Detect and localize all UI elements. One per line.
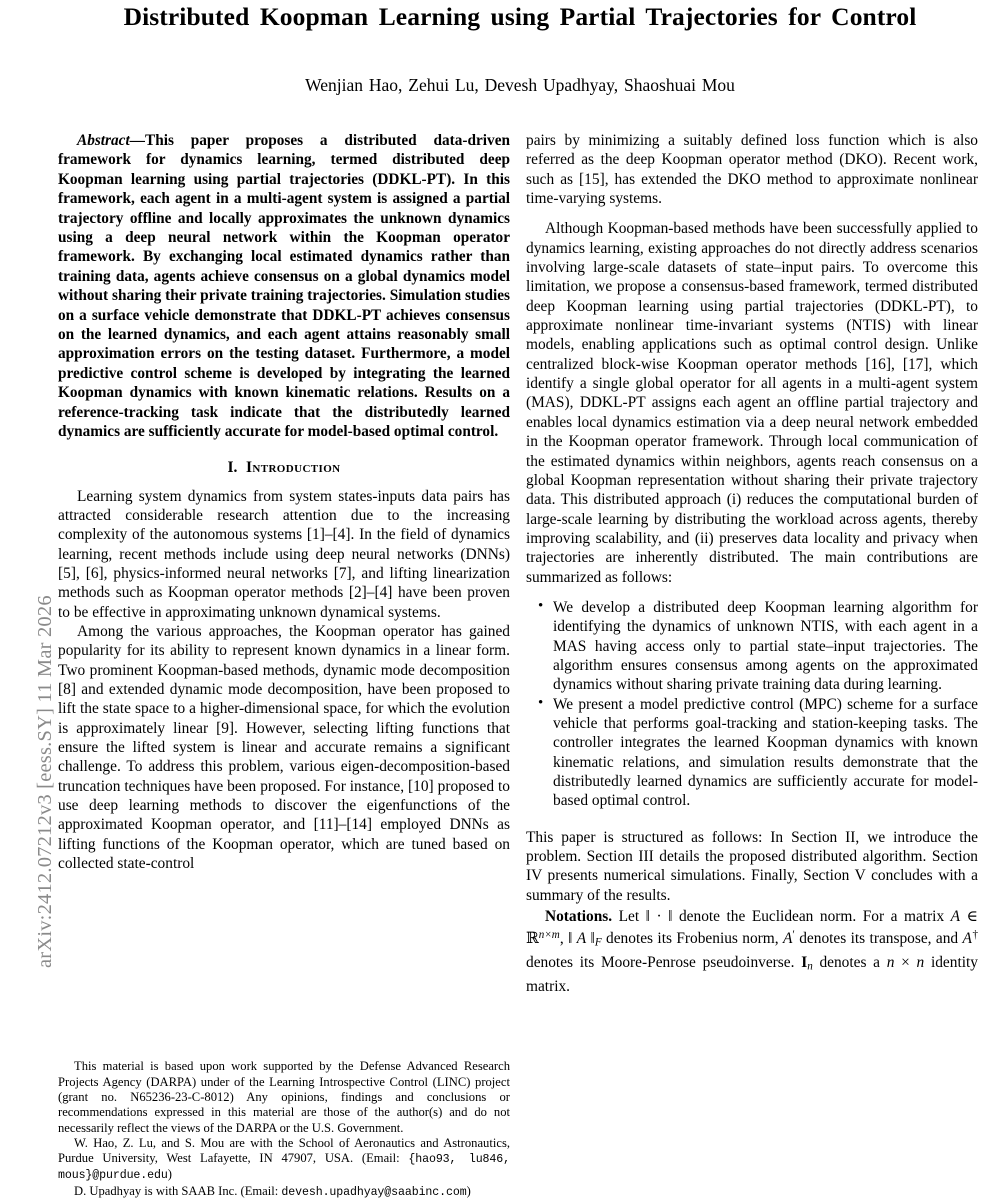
math-transpose [783,930,795,947]
abstract-text: This paper proposes a distributed data-driven framework for dynamics learning, termed distributed deep Koopman learning using partial trajectories (DDKL-PT). In this framework, each agent in a multi-agent system is assigned a partial trajectory offline and locally approximates the unknown dynamics using a deep neural network within the Koopman operator framework. By exchanging local estimated dynamics rather than training data, agents achieve consensus on a global dynamics model without sharing their private training trajectories. Simulation studies on a surface vehicle demonstrate that DDKL-PT achieves consensus on the learned dynamics, and each agent attains reasonably small approximation errors on the testing dataset. Furthermore, a model predictive control scheme is developed by integrating the learned Koopman dynamics with known kinematic relations. Results on a reference-tracking task indicate that the distributedly learned dynamics are sufficiently accurate for model-based optimal control. [58,132,510,441]
math-norm-A: A [576,930,587,948]
list-item-text: We develop a distributed deep Koopman learning algorithm for identifying the dynamics of unknown NTIS, with each agent in a MAS having access only to partial state–input trajectories. The algorithm ensures consensus among agents on the approximated dynamics without sharing private training data during learning. [553,598,978,694]
paragraph-structure: This paper is structured as follows: In Section II, we introduce the problem. Section III details the proposed distributed algorithm. Section IV presents numerical simulations. Finally, Section V concludes with a summary of the results. [526,828,978,904]
section-heading-introduction [58,442,510,487]
math-frobenius-subscript: F [594,936,602,949]
math-identity-matrix [801,954,813,971]
paragraph: Although Koopman-based methods have been successfully applied to dynamics learning, existing approaches do not directly address scenarios involving large-scale datasets of state–input pairs. To overcome this limitation, we propose a consensus-based framework, termed distributed deep Koopman learning using partial trajectories (DDKL-PT), to approximate nonlinear time-invariant systems (NTIS) with linear models, enabling applications such as optimal control design. Unlike centralized block-wise Koopman operator methods [16], [17], which identify a single global operator for all agents in a multi-agent system (MAS), DDKL-PT assigns each agent an offline partial trajectory and enables local dynamics estimation via a deep neural network embedded in the Koopman operator framework. Through local communication of the estimated dynamics within neighbors, agents reach consensus on a global Koopman representation without sharing their private trajectory data. This distributed approach (i) reduces the computational burden of large-scale learning by distributing the workload across agents, thereby improving scalability, and (ii) preserves data locality and privacy when trajectories are inherently distributed. The main contributions are summarized as follows: [526,220,978,586]
footnote-tail: ) [466,1183,471,1198]
math-matrix-A: A [950,908,961,926]
nt-normopen: ‖ [586,930,595,948]
page-title: Distributed Koopman Learning using Partial Trajectories for Control [123,2,917,31]
math-pinv-A: A [962,930,972,948]
math-frobenius-norm [586,930,601,947]
footnote-email-purdue[interactable]: {hao93, lu846, mous}@purdue.edu [58,1153,510,1183]
footnote-text: D. Upadhyay is with SAAB Inc. (Email: [74,1183,282,1198]
math-dimensions: n×m [538,929,560,942]
nt-p3: denotes its Frobenius norm, [601,930,783,948]
paper-header [58,0,982,96]
arxiv-stamp [0,0,56,1200]
footnote-affiliation-purdue [58,1136,510,1184]
section-title: Introduction [245,458,341,476]
math-dagger-mark: † [971,929,978,942]
nt-p1: Let ‖ · ‖ denote the Euclidean norm. For a matrix [612,908,951,926]
author-list: Wenjian Hao, Zehui Lu, Devesh Upadhyay, Shaoshuai Mou [305,75,735,95]
footnote-tail: ) [167,1167,172,1182]
math-dim-n2: n [916,954,925,972]
footnote-text: W. Hao, Z. Lu, and S. Mou are with the School of Aeronautics and Astronautics, Purdue University, West Lafayette, IN 47907, USA. (Email: [58,1135,510,1166]
arxiv-stamp-text: arXiv:2412.07212v3 [eess.SY] 11 Mar 2026 [34,595,56,968]
paper-page [58,0,982,1200]
contributions-list [526,598,978,811]
nt-p4: denotes its transpose, and [794,930,963,948]
abstract [58,131,510,442]
right-column [526,131,978,1200]
bullet-icon: • [538,598,544,615]
abstract-label: Abstract— [77,132,145,149]
math-dim-n1: n [886,954,895,972]
notations-label: Notations. [545,908,613,926]
math-times-symbol: × [894,954,917,972]
nt-p5: denotes its Moore-Penrose pseudoinverse. [526,954,802,972]
bullet-icon: • [538,695,544,712]
two-column-body [58,131,982,1200]
nt-p6: denotes a [812,954,887,972]
footnote-email-saab[interactable]: devesh.upadhyay@saabinc.com [281,1185,467,1199]
list-item [526,695,978,811]
math-reals-space [526,930,560,947]
list-item [526,598,978,695]
math-pseudoinverse [963,930,978,947]
paragraph-continued: pairs by minimizing a suitably defined loss function which is also referred as the deep Koopman operator method (DKO). Recent work, such as [15], has extended the DKO method to approximate nonlinear time-varying systems. [526,132,978,208]
math-identity-subscript: n [807,960,813,973]
math-transpose-A: A [783,930,793,948]
paragraph: Learning system dynamics from system states-inputs data pairs has attracted considerable research attention due to the increasing complexity of the autonomous systems [1]–[4]. In the field of dynamics learning, recent methods include using deep neural networks (DNNs) [5], [6], physics-informed neural networks [7], and lifting linearization methods such as Koopman operator methods [2]–[4] have been proven to be effective in approximating unknown dynamical systems. [58,487,510,621]
nt-p2: , ‖ [559,930,577,948]
nt-p7: identity matrix. [526,954,978,995]
paragraph: Among the various approaches, the Koopman operator has gained popularity for its ability to represent known dynamics in a linear form. Two prominent Koopman-based methods, dynamic mode decomposition [8] and extended dynamic mode decomposition, have been proposed to lift the state space to a higher-dimensional space, for which the evolution is approximately linear [9]. However, selecting lifting functions that ensure the lifted system is linear and accurate remains a significant challenge. To address this problem, various eigen-decomposition-based truncation techniques have been proposed. For instance, [10] proposed to use deep learning methods to discover the eigenfunctions of the approximated Koopman operator, and [11]–[14] employed DNNs as lifting functions of the Koopman operator, which are tuned based on collected state-control [58,622,510,873]
footnote-block [58,1053,510,1200]
footnote-funding: This material is based upon work supported by the Defense Advanced Research Projects Agency (DARPA) under of the Learning Introspective Control (LINC) project (grant no. N65236-23-C-8012) Any opinions, findings and conclusions or recommendations expressed in this material are those of the author(s) and do not necessarily reflect the views of the DARPA or the U.S. Government. [58,1059,510,1135]
spacer [526,587,978,598]
math-prime-mark: ′ [792,929,795,942]
footnote-affiliation-saab [58,1184,510,1200]
section-number: I. [227,458,238,476]
paragraph-notations [526,905,978,996]
math-n-by-n [887,954,925,971]
math-identity-I: I [801,954,808,972]
left-column [58,131,510,1200]
math-reals-symbol: ℝ [526,929,539,948]
list-item-text: We present a model predictive control (MPC) scheme for a surface vehicle that performs goal-tracking and station-keeping tasks. The controller integrates the learned Koopman dynamics with known kinematic relations, and simulation results demonstrate that the distributedly learned dynamics are sufficiently accurate for model-based optimal control. [553,695,978,810]
nt-in: ∈ [960,908,978,926]
